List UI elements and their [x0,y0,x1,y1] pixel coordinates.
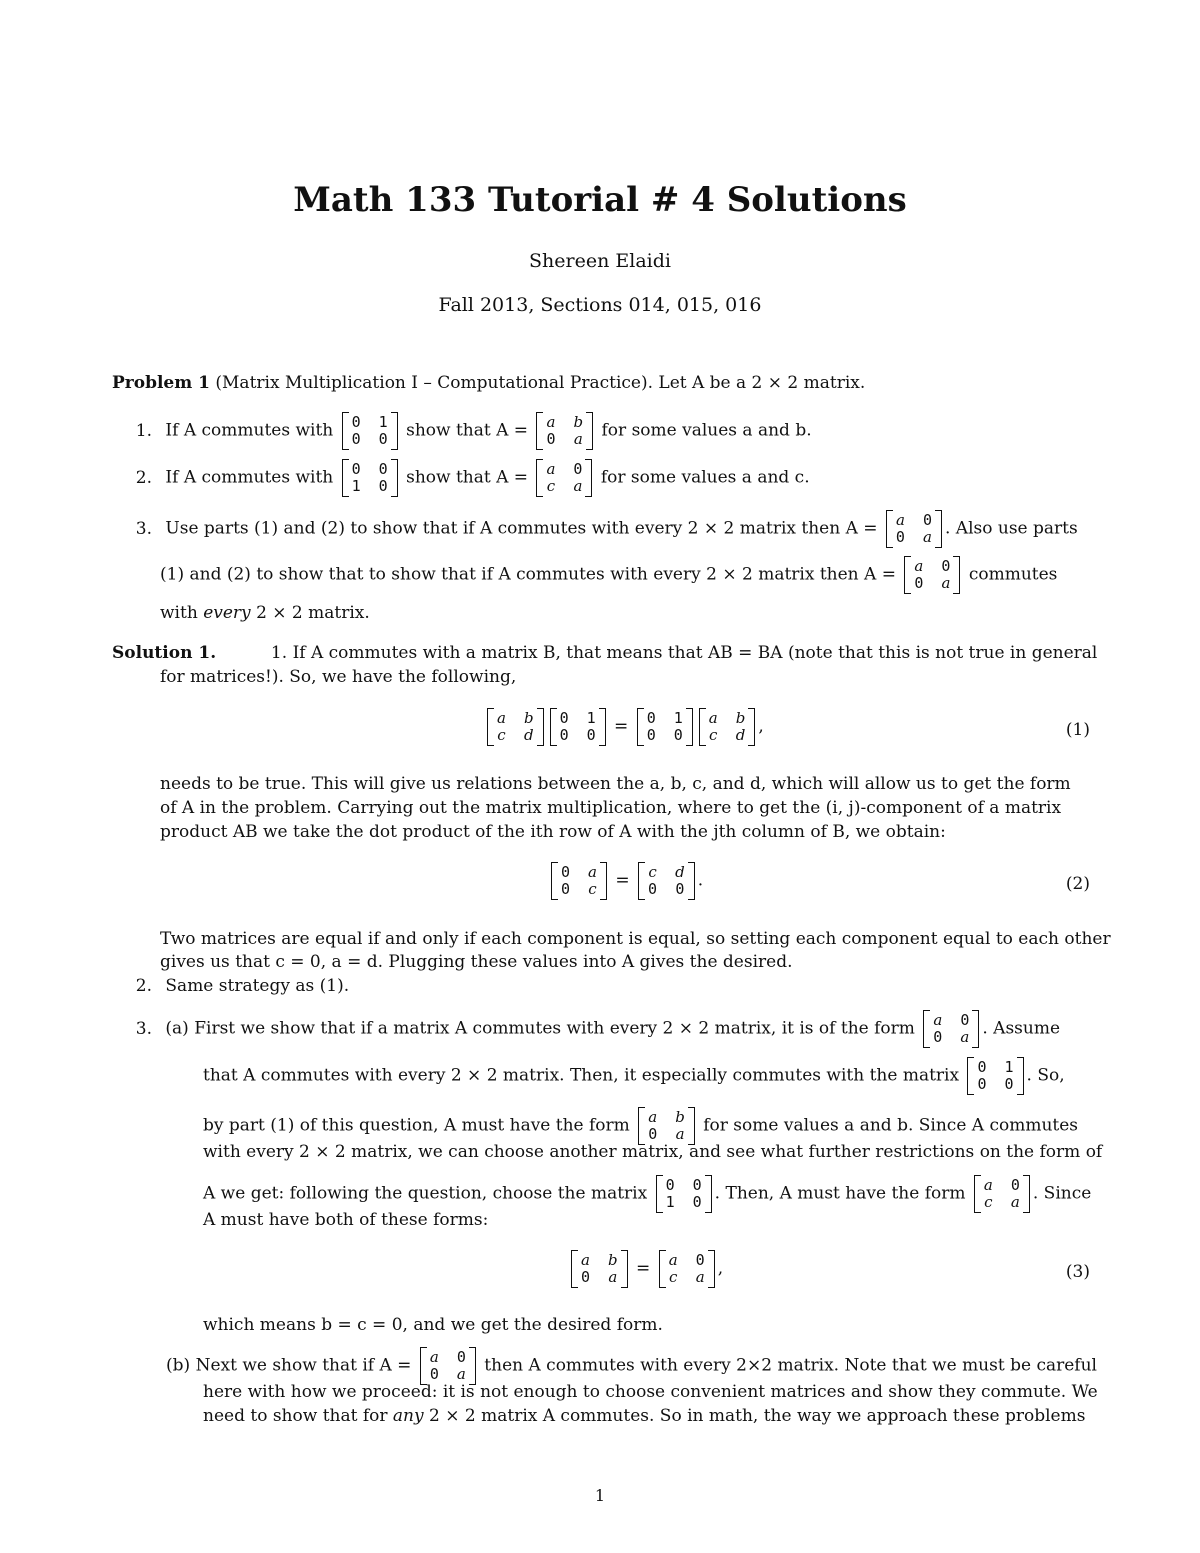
matrix-entry: 0 [646,709,656,727]
matrix-entry: 0 [960,1011,970,1029]
text: If A commutes with [165,467,334,488]
matrix-entry: a [588,863,597,881]
bracket-right [600,862,607,900]
bracket-right [599,708,606,746]
bracket-right [1023,1175,1030,1213]
list-number: 1. [270,643,288,663]
bracket-left [487,708,494,746]
list-number: 3. [135,1018,152,1039]
solution-text [203,1057,1065,1095]
matrix [659,1250,715,1288]
bracket-left [571,1250,578,1288]
text: for some values a and b. [601,420,812,441]
matrix-entry: 0 [378,430,388,448]
matrix-entry: 0 [977,1058,987,1076]
matrix [571,1250,628,1288]
matrix-entry: 0 [1010,1176,1020,1194]
bracket-right [953,556,960,594]
sub-label: (b) [166,1355,191,1376]
page-number: 1 [594,1486,606,1505]
matrix-entries [645,1107,688,1145]
bracket-right [972,1010,979,1048]
matrix-entries [349,459,391,497]
matrix-entry: a [608,1268,618,1286]
text: . Assume [982,1018,1061,1039]
text: . [697,870,704,891]
matrix-entry: c [497,726,506,744]
matrix-entry: 0 [941,557,951,575]
text: Next we show that if A = [195,1355,412,1376]
text: need to show that for [203,1406,388,1426]
matrix-entry: 1 [378,413,388,431]
matrix-entry: b [735,709,746,727]
matrix-entry: b [523,709,534,727]
bracket-left [420,1347,427,1385]
matrix-entries [893,510,935,548]
matrix-entry: 0 [695,1251,705,1269]
matrix-entries [578,1250,621,1288]
matrix-entry: a [960,1028,970,1046]
matrix-entry: b [675,1108,685,1126]
matrix-entry: 0 [922,511,932,529]
matrix-entries [706,708,749,746]
matrix-entries [645,862,688,900]
bracket-left [886,510,893,548]
solution-text: for matrices!). So, we have the following, [160,667,517,687]
text: by part (1) of this question, A must have the form [203,1115,630,1136]
list-number: 3. [135,518,152,539]
course-term: Fall 2013, Sections 014, 015, 016 [438,294,762,316]
text: Same strategy as (1). [165,976,350,996]
problem-label: Problem 1 [112,373,210,393]
matrix [904,556,960,594]
matrix [638,862,695,900]
matrix-entry: 0 [977,1075,987,1093]
matrix-entry: c [709,726,718,744]
author: Shereen Elaidi [529,250,671,272]
matrix-entry: c [648,863,657,881]
bracket-left [536,412,543,450]
matrix-entries [974,1057,1016,1095]
matrix-entry: 0 [692,1193,702,1211]
bracket-right [391,459,398,497]
bracket-left [637,708,644,746]
problem-heading [112,372,865,394]
matrix [656,1175,712,1213]
text: If A commutes with a matrix B, that means that AB = BA (note that this is not true in general [292,643,1098,663]
matrix-entry: 0 [933,1028,943,1046]
text: 2 × 2 matrix. [256,603,370,623]
bracket-right [537,708,544,746]
text: . Since [1032,1183,1092,1204]
matrix [638,1107,695,1145]
matrix-entry: 0 [559,709,569,727]
matrix [536,459,592,497]
equals-sign: = [615,870,630,891]
matrix-entry: a [648,1108,658,1126]
text: , [758,716,764,737]
text: show that A = [406,467,529,488]
bracket-right [585,459,592,497]
bracket-left [638,862,645,900]
matrix-entry: a [1010,1193,1020,1211]
emphasis: every [203,603,251,623]
text: A we get: following the question, choose the matrix [203,1183,648,1204]
solution-text: gives us that c = 0, a = d. Plugging these values into A gives the desired. [160,952,793,972]
matrix-entry: a [708,709,718,727]
matrix-entry: 1 [665,1193,675,1211]
solution-label: Solution 1. [112,643,217,663]
solution-text: here with how we proceed: it is not enough to choose convenient matrices and show they commute. We [203,1382,1098,1402]
solution-text: needs to be true. This will give us relations between the a, b, c, and d, which will allow us to get the form [160,774,1071,794]
matrix-entry: d [735,726,746,744]
bracket-right [469,1347,476,1385]
solution-text: A must have both of these forms: [203,1210,489,1230]
matrix-entry: 0 [1004,1075,1014,1093]
matrix [550,708,606,746]
equation-3 [568,1250,723,1288]
matrix-entry: a [456,1365,466,1383]
solution-part-3a [128,1010,1060,1048]
bracket-left [550,708,557,746]
problem-intro: (Matrix Multiplication I – Computational Practice). Let A be a 2 × 2 matrix. [215,373,866,393]
matrix-entry: a [922,528,932,546]
equation-2 [548,862,703,900]
matrix-entries [663,1175,705,1213]
solution-part-3b [166,1347,1097,1385]
matrix-entry: 0 [456,1348,466,1366]
matrix-entry: a [429,1348,439,1366]
matrix-entry: 0 [648,1125,658,1143]
matrix-entries [543,412,586,450]
text: that A commutes with every 2 × 2 matrix. Then, it especially commutes with the matrix [203,1065,960,1086]
equation-number: (1) [1065,720,1090,740]
matrix [886,510,942,548]
equation-number: (3) [1065,1262,1090,1282]
emphasis: any [392,1406,424,1426]
matrix-entries [494,708,537,746]
text: with [160,603,198,623]
matrix-entry: 1 [673,709,683,727]
matrix-entry: a [546,460,556,478]
matrix [974,1175,1030,1213]
solution-text [203,1107,1078,1145]
matrix-entries [427,1347,469,1385]
solution-text: Two matrices are equal if and only if each component is equal, so setting each component equal to each other [160,929,1111,949]
solution-text: which means b = c = 0, and we get the desired form. [203,1315,663,1335]
solution-part-2 [128,975,349,997]
bracket-left [536,459,543,497]
solution-text [203,1405,1085,1427]
text: 2 × 2 matrix A commutes. So in math, the way we approach these problems [429,1406,1086,1426]
matrix-entry: 0 [559,726,569,744]
matrix-entry: 0 [646,726,656,744]
solution-text [203,1175,1091,1213]
sub-label: (a) [165,1018,189,1039]
matrix-entry: a [933,1011,943,1029]
bracket-left [974,1175,981,1213]
matrix-entry: 0 [351,430,361,448]
matrix-entry: 0 [429,1365,439,1383]
bracket-right [935,510,942,548]
text: . Also use parts [944,518,1078,539]
equals-sign: = [636,1258,651,1279]
matrix-entry: 1 [351,477,361,495]
bracket-left [904,556,911,594]
matrix-entry: 0 [648,880,658,898]
matrix-entry: d [675,863,685,881]
matrix-entry: c [546,477,556,495]
bracket-right [686,708,693,746]
equation-1 [484,708,764,746]
matrix-entry: b [573,413,584,431]
problem-part-2 [128,459,810,497]
matrix-entry: a [941,574,951,592]
matrix-entry: 0 [914,574,924,592]
bracket-right [708,1250,715,1288]
bracket-left [699,708,706,746]
matrix-entries [666,1250,708,1288]
solution-text: with every 2 × 2 matrix, we can choose another matrix, and see what further restrictions on the form of [203,1142,1103,1162]
matrix-entries [644,708,686,746]
matrix [967,1057,1023,1095]
matrix-entries [349,412,391,450]
bracket-left [923,1010,930,1048]
text: If A commutes with [165,420,334,441]
bracket-left [656,1175,663,1213]
matrix-entry: a [668,1251,678,1269]
bracket-left [967,1057,974,1095]
solution-text: product AB we take the dot product of the ith row of A with the jth column of B, we obtain: [160,822,946,842]
matrix [342,412,398,450]
matrix [487,708,544,746]
matrix-entry: d [523,726,534,744]
matrix-entry: b [608,1251,618,1269]
bracket-right [705,1175,712,1213]
matrix [551,862,607,900]
matrix-entry: 0 [675,880,685,898]
text: then A commutes with every 2×2 matrix. Note that we must be careful [484,1355,1097,1376]
text: . So, [1026,1065,1065,1086]
matrix-entry: 0 [673,726,683,744]
matrix [637,708,693,746]
bracket-right [621,1250,628,1288]
matrix-entry: 0 [351,460,361,478]
bracket-right [748,708,755,746]
matrix-entry: a [573,430,583,448]
solution-heading [112,642,1097,664]
matrix-entry: a [573,477,583,495]
problem-part-3-cont [160,556,1057,594]
text: , [717,1258,724,1279]
matrix-entry: 0 [561,880,571,898]
bracket-right [688,862,695,900]
text: for some values a and c. [600,467,810,488]
matrix-entry: 0 [573,460,583,478]
matrix [536,412,593,450]
list-number: 1. [135,420,152,441]
text: (1) and (2) to show that to show that if A commutes with every 2 × 2 matrix then A = [160,564,896,585]
list-number: 2. [135,976,152,996]
matrix-entry: 0 [546,430,556,448]
text: First we show that if a matrix A commutes with every 2 × 2 matrix, it is of the form [194,1018,915,1039]
text: show that A = [406,420,529,441]
problem-part-3-end [160,602,370,624]
matrix [699,708,756,746]
problem-part-3 [128,510,1078,548]
bracket-left [638,1107,645,1145]
solution-text: of A in the problem. Carrying out the matrix multiplication, where to get the (i, j)-component of a matrix [160,798,1062,818]
matrix-entry: c [588,880,597,898]
matrix-entries [911,556,953,594]
matrix-entry: 0 [378,477,388,495]
matrix-entries [543,459,585,497]
text: Use parts (1) and (2) to show that if A commutes with every 2 × 2 matrix then A = [165,518,878,539]
matrix-entry: 0 [581,1268,591,1286]
matrix-entry: 0 [586,726,596,744]
matrix-entry: a [497,709,506,727]
matrix-entry: c [984,1193,993,1211]
bracket-left [659,1250,666,1288]
matrix-entry: a [581,1251,590,1269]
matrix-entry: a [546,413,556,431]
bracket-left [342,459,349,497]
matrix-entry: 0 [561,863,571,881]
matrix [923,1010,979,1048]
bracket-right [586,412,593,450]
matrix-entry: 1 [1004,1058,1014,1076]
bracket-right [1017,1057,1024,1095]
matrix-entry: a [983,1176,993,1194]
matrix-entry: 0 [692,1176,702,1194]
problem-part-1 [128,412,812,450]
text: . Then, A must have the form [714,1183,966,1204]
equals-sign: = [614,716,629,737]
matrix-entry: a [695,1268,705,1286]
text: commutes [968,564,1058,585]
equation-number: (2) [1065,874,1090,894]
matrix-entry: 0 [351,413,361,431]
list-number: 2. [135,467,152,488]
bracket-left [551,862,558,900]
matrix-entries [558,862,600,900]
matrix-entry: 0 [895,528,905,546]
matrix-entry: 0 [665,1176,675,1194]
matrix-entries [981,1175,1023,1213]
matrix-entry: 0 [378,460,388,478]
matrix-entries [930,1010,972,1048]
bracket-left [342,412,349,450]
matrix [420,1347,476,1385]
matrix-entry: a [675,1125,685,1143]
text: for some values a and b. Since A commutes [703,1115,1079,1136]
bracket-right [391,412,398,450]
matrix-entries [557,708,599,746]
matrix-entry: a [914,557,924,575]
matrix [342,459,398,497]
page-title: Math 133 Tutorial # 4 Solutions [293,180,907,220]
matrix-entry: a [895,511,905,529]
bracket-right [688,1107,695,1145]
matrix-entry: 1 [586,709,596,727]
matrix-entry: c [668,1268,678,1286]
